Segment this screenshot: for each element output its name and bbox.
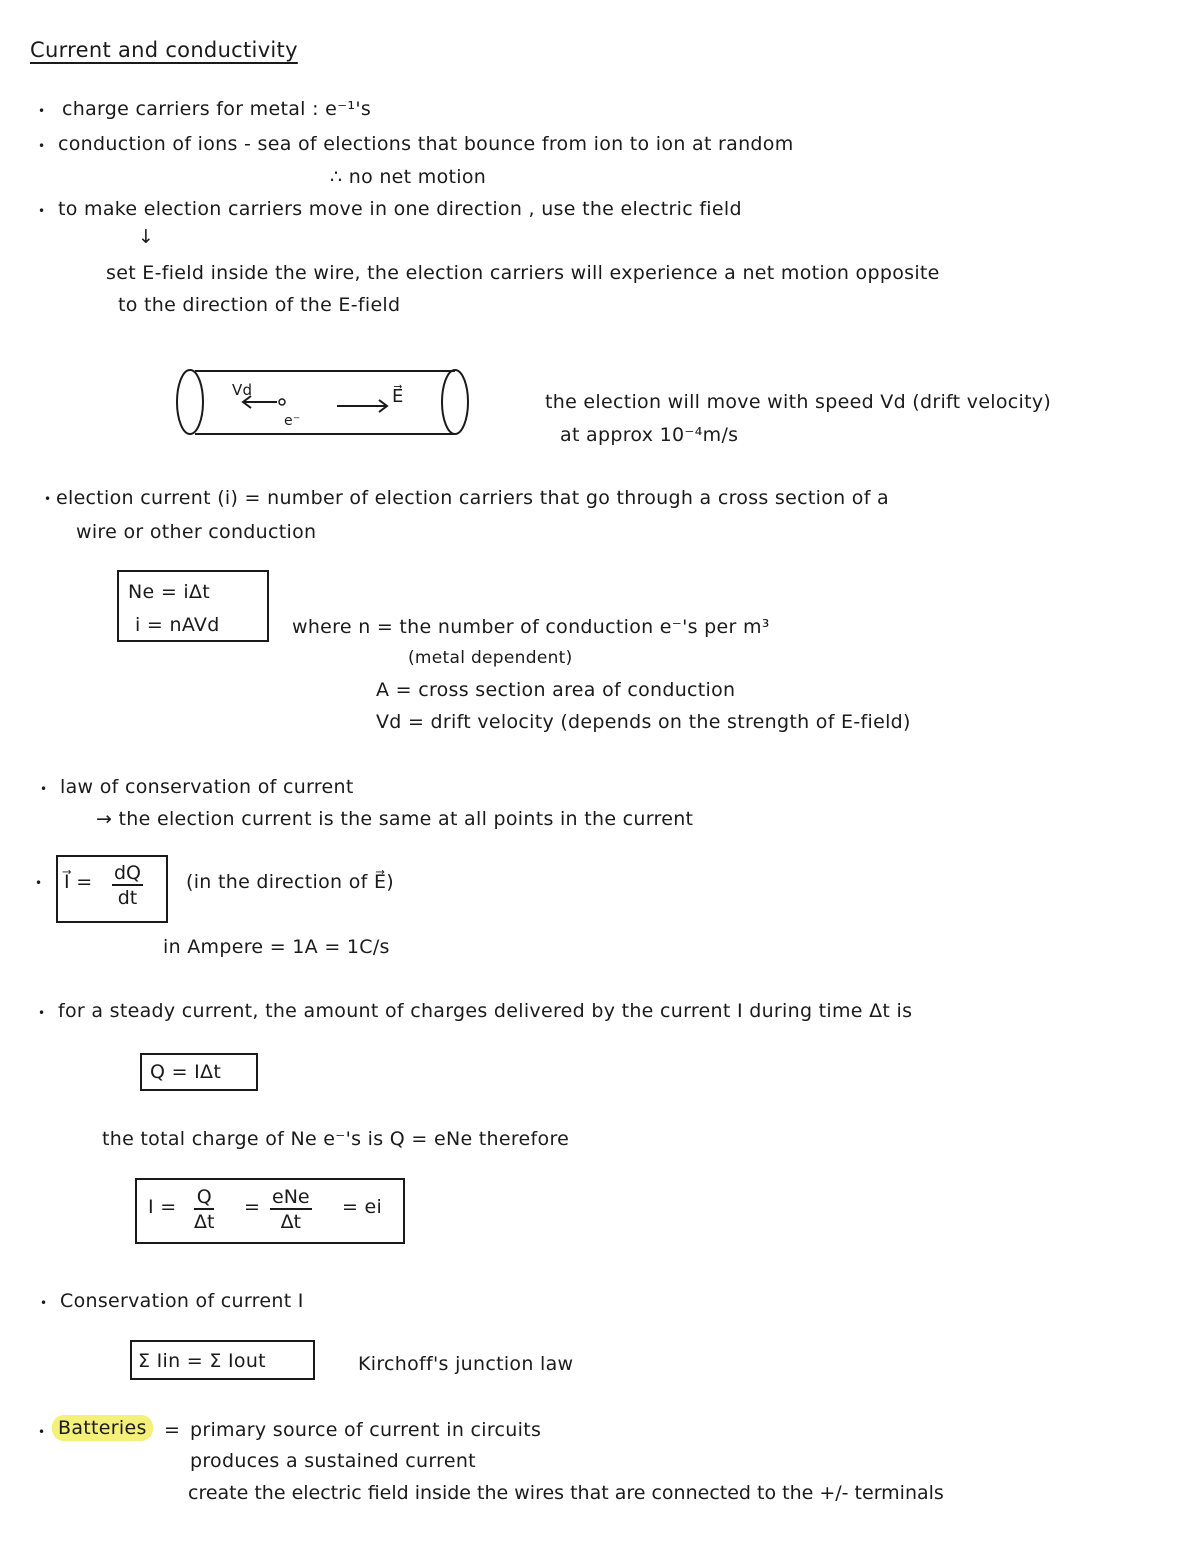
eq-lhs: I = [148, 1196, 177, 1218]
q-equation: Q = IΔt [150, 1061, 222, 1083]
wire-diagram [165, 362, 485, 452]
electron-current-line-1: election current (i) = number of election carriers that go through a cross section of a [56, 487, 889, 509]
ene-over-dt-fraction [270, 1188, 312, 1232]
total-charge-text: the total charge of Ne e⁻'s is Q = eNe therefore [102, 1128, 570, 1150]
dt-denominator: dt [117, 887, 138, 909]
dq-numerator: dQ [114, 862, 142, 884]
set-field-line-1: set E-field inside the wire, the election carriers will experience a net motion opposite [106, 262, 940, 284]
electron-label: e⁻ [284, 413, 301, 429]
dt-denominator-2: Δt [280, 1211, 302, 1233]
eq-equals: = [244, 1196, 261, 1218]
set-field-line-2: to the direction of the E-field [118, 294, 401, 316]
q-over-dt-fraction [194, 1188, 214, 1232]
current-direction-note: (in the direction of E⃗) [186, 871, 394, 893]
drift-caption-1: the election will move with speed Vd (drift velocity) [545, 391, 1052, 413]
drift-caption-2: at approx 10⁻⁴m/s [560, 424, 739, 446]
eq-rhs: = ei [342, 1196, 383, 1218]
dq-dt-fraction [112, 864, 143, 908]
field-label: E⃗ [392, 386, 404, 407]
conduction-ions-text: conduction of ions - sea of elections that bounce from ion to ion at random [58, 133, 794, 155]
dt-denominator-1: Δt [194, 1211, 215, 1233]
make-carriers-text: to make election carriers move in one direction , use the electric field [58, 198, 742, 220]
conservation-law-detail: → the election current is the same at all points in the current [96, 808, 694, 830]
bullet-dot: • [35, 876, 43, 890]
kirchoff-equation: Σ Iin = Σ Iout [138, 1350, 266, 1372]
i-equation: i = nAVd [135, 614, 220, 636]
kirchoff-law-name: Kirchoff's junction law [358, 1353, 574, 1375]
bullet-dot: • [38, 139, 46, 153]
down-arrow-icon: ↓ [138, 226, 155, 248]
bullet-dot: • [40, 782, 48, 796]
wire-right-end [442, 370, 468, 434]
ne-equation: Ne = iΔt [128, 581, 211, 603]
bullet-dot: • [38, 1425, 46, 1439]
where-n-definition: where n = the number of conduction e⁻'s per m³ [292, 616, 770, 638]
wire-left-end [177, 370, 203, 434]
area-definition: A = cross section area of conduction [376, 679, 736, 701]
batteries-equals: = [164, 1419, 181, 1441]
no-net-motion-text: ∴ no net motion [330, 166, 487, 188]
ampere-definition: in Ampere = 1A = 1C/s [163, 936, 390, 958]
page-title: Current and conductivity [30, 38, 298, 62]
vd-label: Vd [232, 381, 253, 399]
batteries-line-2: produces a sustained current [190, 1450, 476, 1472]
q-numerator: Q [194, 1188, 214, 1210]
bullet-dot: • [38, 104, 46, 118]
conservation-law-title: law of conservation of current [60, 776, 354, 798]
ene-numerator: eNe [272, 1186, 310, 1208]
conservation-i-title: Conservation of current I [60, 1290, 304, 1312]
bullet-dot: • [38, 204, 46, 218]
bullet-dot: • [38, 1006, 46, 1020]
charge-carriers-text: charge carriers for metal : e⁻¹'s [62, 98, 372, 120]
batteries-line-1: primary source of current in circuits [190, 1419, 542, 1441]
current-lhs: I⃗ = [64, 871, 93, 893]
electron-dot [279, 399, 285, 405]
steady-current-text: for a steady current, the amount of charges delivered by the current I during time Δt is [58, 1000, 913, 1022]
electron-current-line-2: wire or other conduction [76, 521, 317, 543]
batteries-line-3: create the electric field inside the wires that are connected to the +/- terminals [188, 1482, 944, 1504]
metal-dependent-note: (metal dependent) [408, 648, 573, 668]
bullet-dot: • [44, 492, 52, 506]
drift-velocity-definition: Vd = drift velocity (depends on the strength of E-field) [376, 711, 911, 733]
bullet-dot: • [40, 1296, 48, 1310]
batteries-label: Batteries [52, 1419, 153, 1438]
